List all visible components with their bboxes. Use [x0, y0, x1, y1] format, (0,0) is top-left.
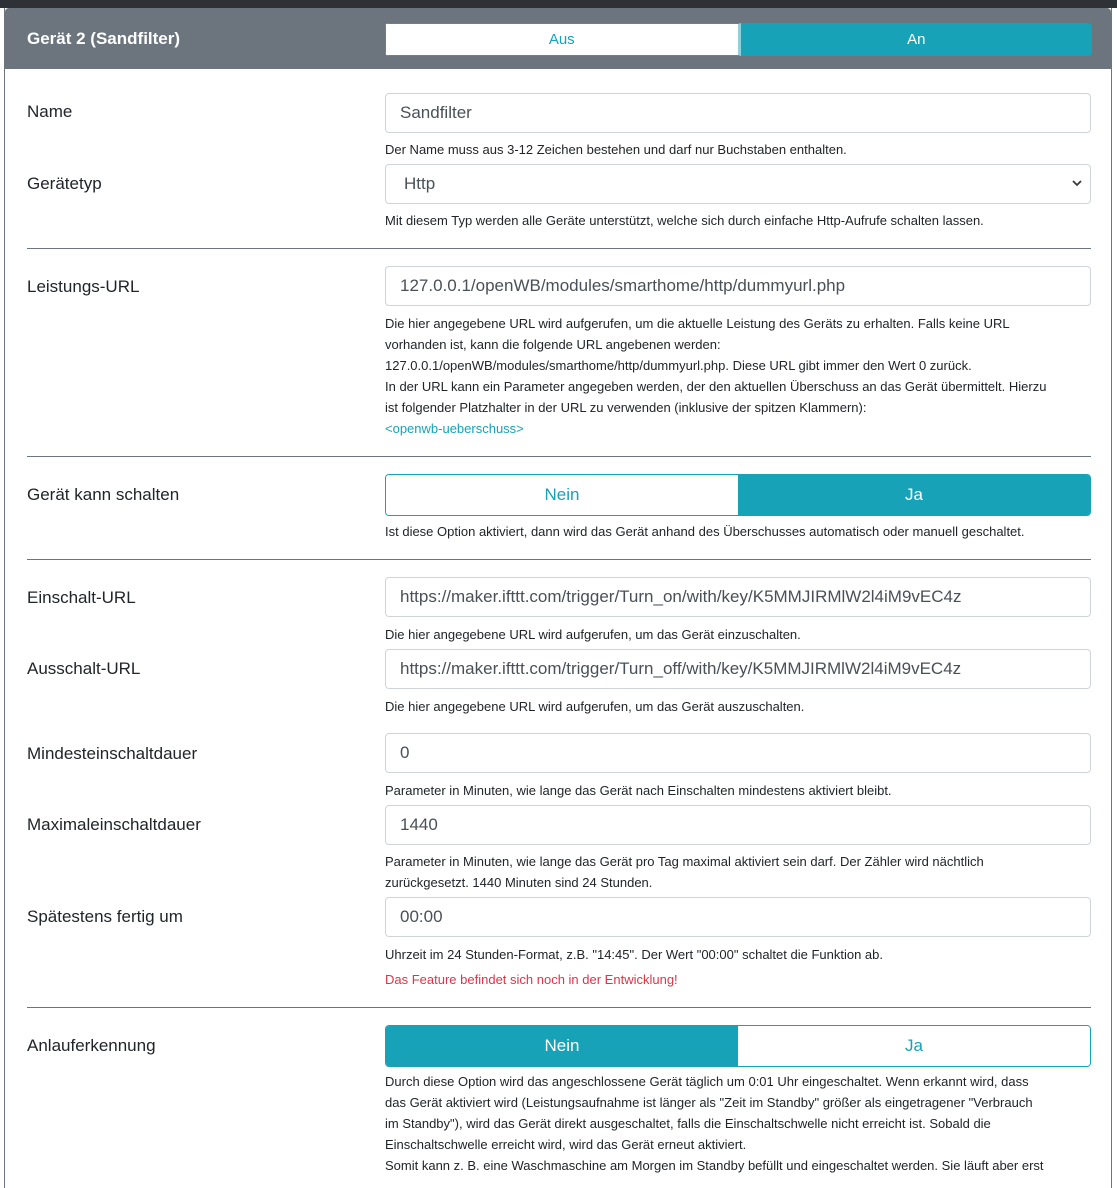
- startup-detection-no-button[interactable]: [386, 1026, 738, 1066]
- finish-by-input[interactable]: [385, 897, 1091, 937]
- off-url-input[interactable]: [385, 649, 1091, 689]
- finish-by-value: 00:00: [400, 907, 443, 926]
- window-top-strip: [0, 0, 1117, 8]
- section-divider: [27, 559, 1091, 560]
- can-switch-help: Ist diese Option aktiviert, dann wird das Gerät anhand des Überschusses automatisch oder manuell geschaltet.: [385, 524, 1025, 539]
- toggle-on-label: An: [907, 31, 926, 48]
- help-line: im Standby"), wird das Gerät direkt ausgeschaltet, falls die Einschaltschwelle nicht erreicht ist. Sobald die: [385, 1116, 991, 1131]
- name-help: Der Name muss aus 3-12 Zeichen bestehen und darf nur Buchstaben enthalten.: [385, 142, 847, 157]
- power-url-help: [385, 313, 1095, 439]
- yes-label: Ja: [905, 485, 923, 504]
- toggle-off-label: Aus: [548, 31, 575, 48]
- help-line: Einschaltschwelle erreicht wird, wird das Gerät erneut aktiviert.: [385, 1137, 747, 1152]
- finish-by-label: Spätestens fertig um: [27, 907, 183, 926]
- off-url-value: https://maker.ifttt.com/trigger/Turn_off/with/key/K5MMJIRMlW2l4iM9vEC4z: [400, 659, 962, 678]
- on-url-value: https://maker.ifttt.com/trigger/Turn_on/with/key/K5MMJIRMlW2l4iM9vEC4z: [400, 587, 962, 606]
- help-line: Somit kann z. B. eine Waschmaschine am Morgen im Standby befüllt und eingeschaltet werden. Sie läuft aber erst: [385, 1158, 1044, 1173]
- type-help: Mit diesem Typ werden alle Geräte unterstützt, welche sich durch einfache Http-Aufrufe schalten lassen.: [385, 213, 984, 228]
- off-url-label: Ausschalt-URL: [27, 659, 141, 678]
- power-url-label: Leistungs-URL: [27, 277, 140, 296]
- help-line: 127.0.0.1/openWB/modules/smarthome/http/dummyurl.php. Diese URL gibt immer den Wert 0 zurück.: [385, 358, 972, 373]
- type-select[interactable]: [385, 164, 1091, 204]
- card-header: [5, 8, 1111, 69]
- on-url-help: Die hier angegebene URL wird aufgerufen, um das Gerät einzuschalten.: [385, 627, 801, 642]
- section-divider: [27, 456, 1091, 457]
- min-on-help: Parameter in Minuten, wie lange das Gerät nach Einschalten mindestens aktiviert bleibt.: [385, 783, 892, 798]
- max-on-label: Maximaleinschaltdauer: [27, 815, 201, 834]
- type-select-value: Http: [404, 174, 436, 193]
- min-on-value: 0: [400, 743, 410, 762]
- startup-detection-label: Anlauferkennung: [27, 1036, 156, 1055]
- no-label: Nein: [544, 485, 580, 504]
- on-url-input[interactable]: [385, 577, 1091, 617]
- section-divider: [27, 1007, 1091, 1008]
- help-line: zurückgesetzt. 1440 Minuten sind 24 Stunden.: [385, 875, 653, 890]
- help-line: Parameter in Minuten, wie lange das Gerät pro Tag maximal aktiviert sein darf. Der Zähler wird nächtlich: [385, 854, 984, 869]
- min-on-label: Mindesteinschaltdauer: [27, 744, 198, 763]
- can-switch-toggle[interactable]: [385, 474, 1091, 516]
- placeholder-token: <openwb-ueberschuss>: [385, 421, 524, 436]
- off-url-help: Die hier angegebene URL wird aufgerufen, um das Gerät auszuschalten.: [385, 699, 805, 714]
- power-url-input[interactable]: [385, 266, 1091, 306]
- help-line: Die hier angegebene URL wird aufgerufen, um die aktuelle Leistung des Geräts zu erhalten. Falls keine URL: [385, 316, 1010, 331]
- can-switch-yes-button[interactable]: [738, 475, 1090, 515]
- max-on-help: [385, 851, 1095, 893]
- help-line: ist folgender Platzhalter in der URL zu verwenden (inklusive der spitzen Klammern):: [385, 400, 867, 415]
- startup-detection-yes-button[interactable]: [738, 1026, 1090, 1066]
- can-switch-no-button[interactable]: [386, 475, 738, 515]
- toggle-on-button[interactable]: [741, 23, 1093, 56]
- device-settings-card: [4, 8, 1112, 1188]
- name-input[interactable]: [385, 93, 1091, 133]
- startup-detection-help: [385, 1071, 1095, 1176]
- section-divider: [27, 248, 1091, 249]
- device-enable-toggle[interactable]: [385, 23, 1092, 56]
- name-input-value: Sandfilter: [400, 103, 472, 122]
- can-switch-label: Gerät kann schalten: [27, 485, 180, 504]
- on-url-label: Einschalt-URL: [27, 588, 136, 607]
- no-label: Nein: [544, 1036, 580, 1055]
- help-line: In der URL kann ein Parameter angegeben werden, der den aktuellen Überschuss an das Gerät übermittelt. Hierzu: [385, 379, 1047, 394]
- max-on-input[interactable]: [385, 805, 1091, 845]
- type-label: Gerätetyp: [27, 174, 102, 193]
- help-line: Durch diese Option wird das angeschlossene Gerät täglich um 0:01 Uhr eingeschaltet. Wenn erkannt wird, dass: [385, 1074, 1029, 1089]
- yes-label: Ja: [905, 1036, 923, 1055]
- max-on-value: 1440: [400, 815, 438, 834]
- min-on-input[interactable]: [385, 733, 1091, 773]
- help-line: das Gerät aktiviert wird (Leistungsaufnahme ist länger als "Zeit im Standby" größer als eingetragener "Verbrauch: [385, 1095, 1033, 1110]
- card-title: Gerät 2 (Sandfilter): [27, 29, 181, 48]
- startup-detection-toggle[interactable]: [385, 1025, 1091, 1067]
- toggle-off-button[interactable]: [385, 23, 741, 56]
- name-label: Name: [27, 102, 73, 121]
- power-url-value: 127.0.0.1/openWB/modules/smarthome/http/dummyurl.php: [400, 276, 846, 295]
- help-line: vorhanden ist, kann die folgende URL angebenen werden:: [385, 337, 721, 352]
- development-warning: Das Feature befindet sich noch in der Entwicklung!: [385, 972, 678, 987]
- finish-by-help: Uhrzeit im 24 Stunden-Format, z.B. "14:45". Der Wert "00:00" schaltet die Funktion ab.: [385, 947, 884, 962]
- chevron-down-icon: [1071, 177, 1083, 189]
